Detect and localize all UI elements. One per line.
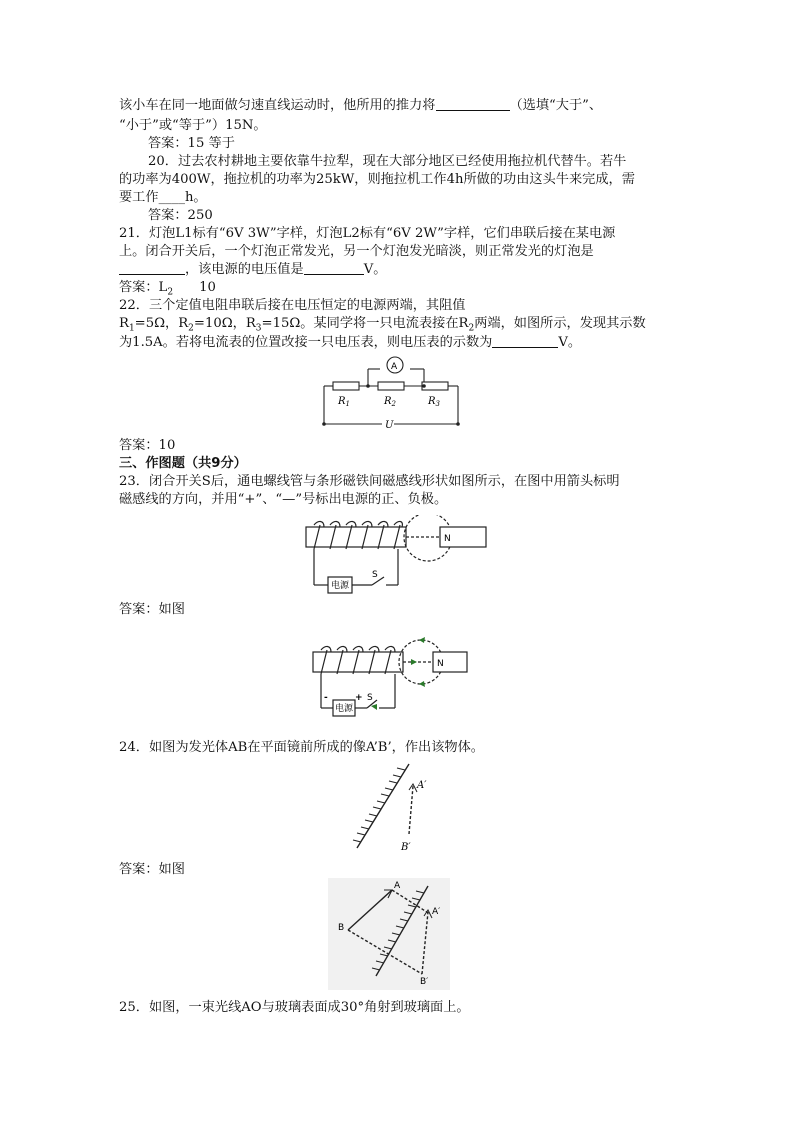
q21-text: ，该电源的电压值是 — [185, 262, 304, 277]
q19-text-tail: （选填“大于”、 — [509, 98, 603, 113]
q23-switch-label: S — [372, 570, 378, 580]
q20-line2: 的功率为400W，拖拉机的功率为25kW，则拖拉机工作4h所做的功由这头牛来完成，需 — [119, 172, 635, 187]
q24-answer: 答案：如图 — [119, 862, 185, 877]
q23-answer-source-label: 电源 — [335, 704, 354, 714]
q23-answer-diagram — [305, 630, 470, 720]
q22-r2-letter: R — [384, 396, 392, 407]
q24-answer-a-image-label: A′ — [432, 907, 441, 917]
q21-answer-value: 10 — [199, 280, 216, 295]
q20-line3 — [119, 188, 207, 208]
q22-answer: 答案：10 — [119, 438, 176, 453]
q20-answer: 答案：250 — [148, 208, 213, 223]
q24-b-image-label: B′ — [401, 842, 411, 853]
q20-text: 要工作 — [119, 190, 159, 205]
q24-answer-b-image-label: B′ — [420, 977, 429, 987]
q23-line1: 23．闭合开关S后，通电螺线管与条形磁铁间磁感线形状如图所示，在图中用箭头标明 — [119, 474, 620, 489]
q21-line1: 21．灯泡L1标有“6V 3W”字样，灯泡L2标有“6V 2W”字样，它们串联后接在某电源 — [119, 226, 616, 241]
q24-mirror-diagram — [345, 760, 435, 860]
q22-r2-label — [383, 396, 397, 408]
q22-r2: R — [178, 316, 189, 331]
q21-line2: 上。闭合开关后，一个灯泡正常发光，另一个灯泡发光暗淡，则正常发光的灯泡是 — [119, 244, 594, 259]
q22-ammeter-label: A — [391, 362, 398, 372]
q21-unit: V。 — [363, 262, 387, 277]
q22-line1: 22．三个定值电阻串联后接在电压恒定的电源两端，其阻值 — [119, 298, 466, 313]
q23-answer-switch-label: S — [367, 693, 373, 703]
q19-blank[interactable] — [436, 96, 510, 111]
q24-answer-a-label: A — [394, 881, 401, 891]
q22-r1-sub: 1 — [128, 323, 135, 334]
q21-blank2[interactable] — [304, 260, 364, 275]
q23-answer: 答案：如图 — [119, 602, 185, 617]
q19-text: 该小车在同一地面做匀速直线运动时，他所用的推力将 — [119, 98, 436, 113]
q20-unit: h。 — [184, 190, 207, 205]
section-3-title: 三、作图题（共9分） — [119, 456, 247, 471]
q22-voltage-label: U — [385, 420, 394, 431]
q22-r3-index: 3 — [435, 400, 440, 408]
q19-line2: “小于”或“等于”）15N。 — [119, 118, 267, 133]
q24-a-image-label: A′ — [417, 780, 427, 791]
q23-line2: 磁感线的方向，并用“+”、“—”号标出电源的正、负极。 — [119, 492, 448, 507]
q22-r3: R — [245, 316, 256, 331]
q24-answer-b-label: B — [338, 923, 345, 933]
q24-line1: 24．如图为发光体AB在平面镜前所成的像A’B’，作出该物体。 — [119, 740, 484, 755]
q22-r3-letter: R — [428, 396, 436, 407]
q22-r1-letter: R — [338, 396, 346, 407]
q22-r2-val: =10Ω， — [193, 316, 246, 331]
q22-r3-val: =15Ω。某同学将一只电流表接在R — [261, 316, 469, 331]
q22-r3-label — [427, 396, 441, 408]
q23-answer-magnet-n-label: N — [437, 659, 444, 669]
q23-answer-minus-sign: - — [324, 693, 328, 703]
q23-solenoid-diagram — [300, 515, 490, 599]
q21-answer-text: 答案：L — [119, 280, 168, 295]
q22-text-tail: 两端，如图所示，发现其示数 — [474, 316, 646, 331]
q22-circuit-diagram — [316, 352, 466, 432]
q22-line3 — [119, 333, 581, 353]
q22-r2-index: 2 — [391, 400, 396, 408]
q25-line1: 25．如图，一束光线AO与玻璃表面成30°角射到玻璃面上。 — [119, 1000, 470, 1015]
q20-line1: 20．过去农村耕地主要依靠牛拉犁，现在大部分地区已经使用拖拉机代替牛。若牛 — [148, 154, 627, 169]
q23-power-source-label: 电源 — [331, 581, 350, 591]
q20-blank[interactable]: ____ — [158, 190, 185, 205]
q23-answer-plus-sign: + — [355, 693, 363, 703]
q22-text: 为1.5A。若将电流表的位置改接一只电压表，则电压表的示数为 — [119, 335, 493, 350]
q21-answer-sub: 2 — [167, 287, 174, 298]
q22-unit: V。 — [558, 335, 582, 350]
q22-r1-label — [337, 396, 350, 408]
q22-r1: R — [119, 316, 129, 331]
q19-line1 — [119, 96, 602, 116]
q22-r3-sub: 3 — [255, 323, 262, 334]
q22-r2-tail-sub: 2 — [468, 323, 475, 334]
q24-answer-diagram — [328, 878, 450, 990]
q22-r2-sub: 2 — [188, 323, 194, 334]
q21-line3 — [119, 260, 386, 280]
q21-blank1[interactable] — [119, 260, 185, 275]
q22-blank[interactable] — [492, 333, 558, 348]
q22-r1-index: 1 — [345, 400, 350, 408]
q22-r1-val: =5Ω， — [134, 316, 179, 331]
q23-magnet-n-label: N — [444, 534, 451, 544]
q19-answer: 答案：15 等于 — [148, 136, 235, 151]
